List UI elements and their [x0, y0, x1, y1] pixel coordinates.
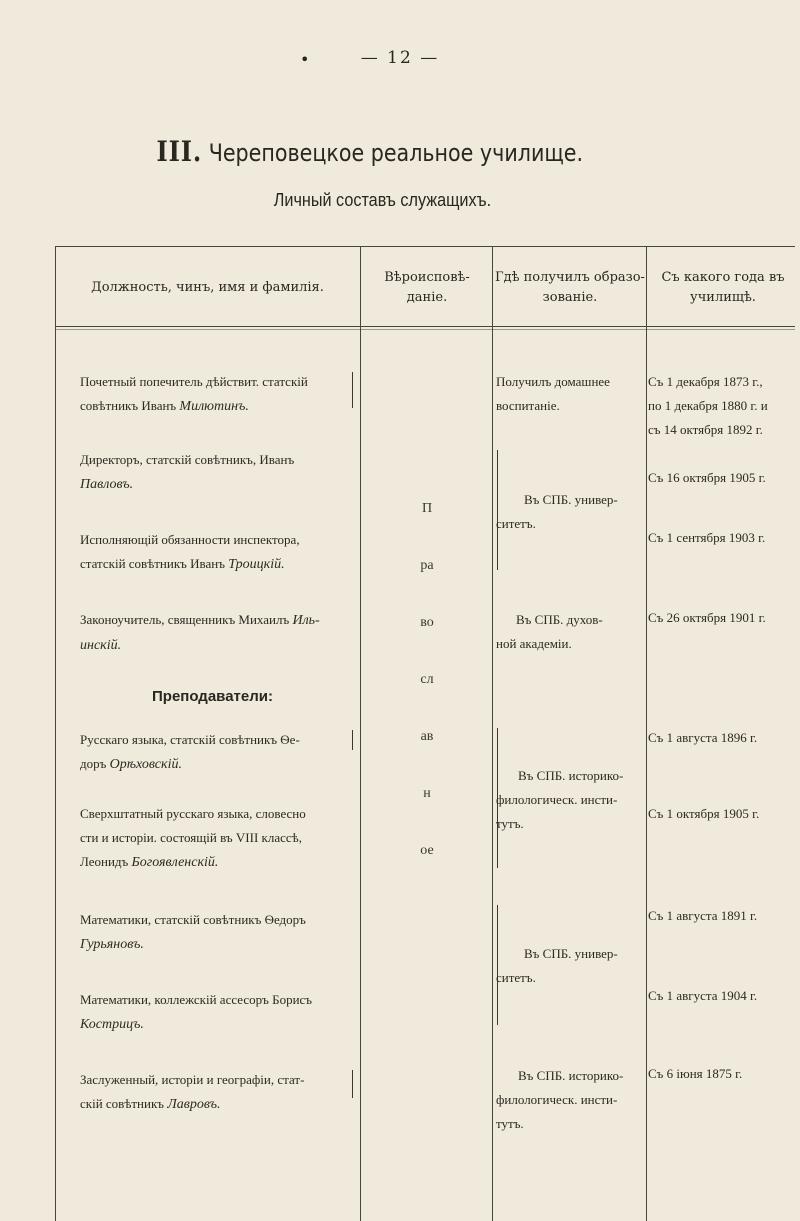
- page-number: — 12 —: [360, 48, 440, 68]
- header-education: [494, 268, 646, 308]
- brace-right: [352, 730, 353, 750]
- since-text: Съ 1 декабря 1873 г.,: [648, 374, 763, 389]
- edu-spb-academy: [496, 608, 646, 656]
- col-divider-1: [360, 246, 361, 1221]
- person-name: инскій.: [80, 638, 122, 653]
- row-text: Математики, статскій совѣтникъ Ѳедоръ: [80, 912, 306, 927]
- edu-text: тутъ.: [496, 1116, 524, 1131]
- since-math-1: Съ 1 августа 1891 г.: [648, 908, 758, 923]
- row-text: статскій совѣтникъ Иванъ: [80, 556, 229, 571]
- since-math-2: Съ 1 августа 1904 г.: [648, 988, 758, 1003]
- person-name: Богоявленскій.: [131, 855, 219, 870]
- row-supernumerary: [80, 802, 360, 875]
- edu-spb-histphil-1: [496, 764, 646, 836]
- edu-text: Въ СПБ. историко-: [518, 1068, 624, 1083]
- person-name: Орѣховскій.: [109, 757, 182, 772]
- row-inspector: [80, 528, 360, 577]
- since-text: съ 14 октября 1892 г.: [648, 422, 763, 437]
- teachers-heading: Преподаватели:: [152, 688, 273, 705]
- edu-text: Въ СПБ. историко-: [518, 768, 624, 783]
- edu-spb-univ-1: [496, 488, 646, 536]
- page-dot: •: [300, 50, 310, 69]
- edu-text: Въ СПБ. универ-: [524, 946, 618, 961]
- edu-spb-univ-2: [496, 942, 646, 990]
- row-text: Исполняющій обязанности инспектора,: [80, 532, 300, 547]
- col-divider-2: [492, 246, 493, 1221]
- header-education-line2: зованіе.: [542, 290, 598, 305]
- header-since-line2: училищѣ.: [690, 290, 756, 305]
- table-header-rule-2: [55, 329, 795, 330]
- person-name: Иль-: [292, 613, 320, 628]
- person-name: Троицкій.: [228, 557, 285, 572]
- edu-home: [496, 370, 646, 418]
- row-math-2: [80, 988, 360, 1037]
- row-text: Почетный попечитель дѣйствит. статскій: [80, 374, 308, 389]
- person-name: Павловъ.: [80, 477, 134, 492]
- row-trustee: [80, 370, 360, 419]
- table-top-rule: [55, 246, 795, 247]
- row-text: Законоучитель, священникъ Михаилъ: [80, 612, 293, 627]
- edu-text: филологическ. инсти-: [496, 792, 618, 807]
- page-subtitle: Личный составъ служащихъ.: [273, 190, 492, 210]
- header-religion: [362, 268, 492, 308]
- edu-spb-histphil-2: [496, 1064, 646, 1136]
- row-russian: [80, 728, 360, 777]
- edu-text: Получилъ домашнее: [496, 374, 610, 389]
- header-since-line1: Съ какого года въ: [661, 270, 785, 285]
- table-header-rule: [55, 326, 795, 327]
- header-religion-line2: даніе.: [406, 290, 448, 305]
- row-text: Сверхштатный русскаго языка, словесно: [80, 806, 306, 821]
- edu-text: филологическ. инсти-: [496, 1092, 618, 1107]
- since-inspector: Съ 1 сентября 1903 г.: [648, 530, 766, 545]
- row-text: скій совѣтникъ: [80, 1096, 168, 1111]
- row-director: [80, 448, 360, 497]
- row-text: совѣтникъ Иванъ: [80, 398, 180, 413]
- edu-text: ной академіи.: [496, 636, 572, 651]
- row-math-1: [80, 908, 360, 957]
- row-text: доръ: [80, 756, 110, 771]
- religion-vertical: Православ ное: [420, 501, 434, 858]
- row-text: Заслуженный, исторіи и географіи, стат-: [80, 1072, 305, 1087]
- edu-text: воспитаніе.: [496, 398, 560, 413]
- since-russian: Съ 1 августа 1896 г.: [648, 730, 758, 745]
- person-name: Гурьяновъ.: [80, 937, 144, 952]
- title-text: Череповецкое реальное училище.: [208, 139, 584, 167]
- col-divider-left: [55, 246, 56, 1221]
- row-text: Леонидъ: [80, 854, 132, 869]
- since-history: Съ 6 іюня 1875 г.: [648, 1066, 743, 1081]
- header-position: Должность, чинъ, имя и фамилія.: [91, 280, 324, 295]
- header-education-line1: Гдѣ получилъ образо-: [495, 270, 645, 285]
- person-name: Милютинъ.: [179, 399, 249, 414]
- row-text: сти и исторіи. состоящій въ VIII классѣ,: [80, 830, 302, 845]
- row-priest: [80, 608, 360, 658]
- since-priest: Съ 26 октября 1901 г.: [648, 610, 766, 625]
- header-religion-line1: Вѣроисповѣ-: [384, 270, 470, 285]
- edu-text: Въ СПБ. духов-: [516, 612, 603, 627]
- person-name: Кострицъ.: [80, 1017, 144, 1032]
- brace-right: [352, 1070, 353, 1098]
- person-name: Лавровъ.: [167, 1097, 221, 1112]
- edu-text: тутъ.: [496, 816, 524, 831]
- since-director: Съ 16 октября 1905 г.: [648, 470, 766, 485]
- edu-text: ситетъ.: [496, 516, 536, 531]
- page-title: [0, 135, 740, 168]
- row-text: Математики, коллежскій ассесоръ Борисъ: [80, 992, 313, 1007]
- col-divider-3: [646, 246, 647, 1221]
- since-text: по 1 декабря 1880 г. и: [648, 398, 768, 413]
- edu-text: Въ СПБ. универ-: [524, 492, 618, 507]
- since-trustee: [648, 370, 798, 442]
- edu-text: ситетъ.: [496, 970, 536, 985]
- header-since: [648, 268, 798, 308]
- row-history: [80, 1068, 360, 1117]
- title-roman: III.: [156, 135, 203, 168]
- brace-right: [352, 372, 353, 408]
- since-supernumerary: Съ 1 октября 1905 г.: [648, 806, 760, 821]
- row-text: Русскаго языка, статскій совѣтникъ Ѳе-: [80, 732, 300, 747]
- row-text: Директоръ, статскій совѣтникъ, Иванъ: [80, 452, 295, 467]
